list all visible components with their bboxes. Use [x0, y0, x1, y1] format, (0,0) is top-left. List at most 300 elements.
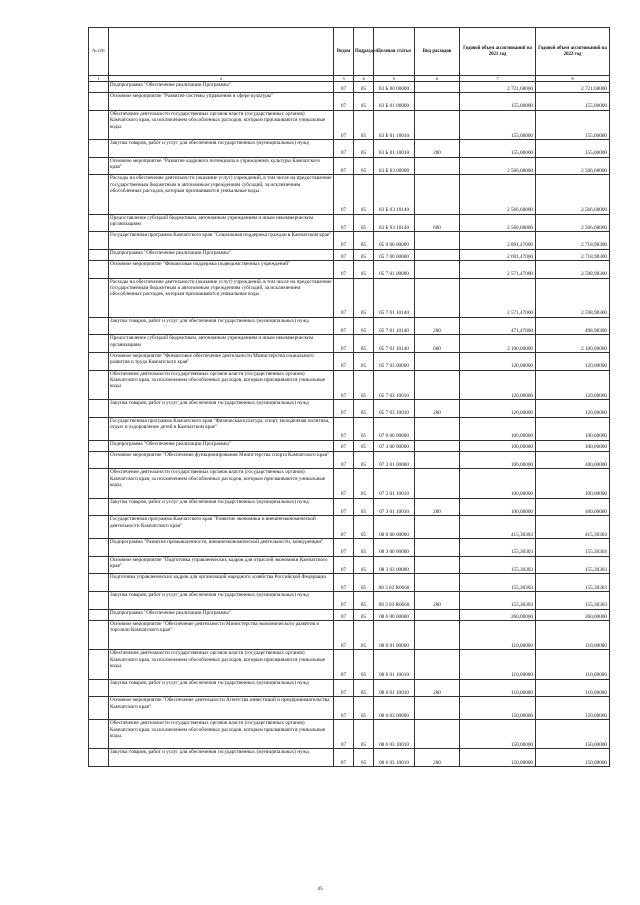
header-ved: Ведом — [334, 28, 354, 76]
row-amount-2021: 2 571,47000 — [460, 278, 536, 317]
row-razdel: 05 — [354, 278, 374, 317]
row-expense-type — [415, 353, 460, 371]
row-number — [89, 335, 109, 353]
row-razdel: 05 — [354, 451, 374, 469]
row-ved: 07 — [334, 679, 354, 697]
row-razdel: 05 — [354, 469, 374, 498]
row-name: Закупка товаров, работ и услуг для обеспечения государственных (муниципальных) нужд — [109, 679, 334, 697]
row-name: Основное мероприятие "Финансовое обеспечение деятельности Министерства социального развития и труда Камчатского края" — [109, 353, 334, 371]
row-razdel: 05 — [354, 370, 374, 399]
row-expense-type — [415, 110, 460, 139]
row-ved: 07 — [334, 175, 354, 214]
table-row — [89, 720, 610, 749]
row-target-article: 08 3 03 R0660 — [374, 574, 415, 592]
row-number — [89, 232, 109, 250]
row-name: Расходы на обеспечение деятельности (оказание услуг) учреждений, в том числе на предоставление государственным бюджетным и автономным учреждениям субсидий, за исключением обособленных расходов, которым присваиваются уникальные коды — [109, 175, 334, 214]
row-ved: 07 — [334, 232, 354, 250]
row-amount-2021: 155,00000 — [460, 110, 536, 139]
row-amount-2022: 2 598,98300 — [536, 278, 610, 317]
row-name: Расходы на обеспечение деятельности (оказание услуг) учреждений, в том числе на предоставление государственным бюджетным и автономным учреждениям субсидий, за исключением обособленных расходов, которым присваиваются уникальные коды — [109, 278, 334, 317]
row-razdel: 05 — [354, 93, 374, 111]
header-year-2021: Годовой объем ассигнований на 2021 год — [460, 28, 536, 76]
header-year-2022: Годовой объем ассигнований на 2022 год — [536, 28, 610, 76]
header-expense-type: Вид расходов — [415, 28, 460, 76]
row-name: Обеспечение деятельности государственных органов власти (государственных органов) Камчатского края, за исключением обособленных расходов, которым присваиваются уникальные коды — [109, 370, 334, 399]
table-row — [89, 539, 610, 557]
row-number — [89, 516, 109, 539]
row-target-article: 03 Б 01 00000 — [374, 93, 415, 111]
row-ved: 07 — [334, 140, 354, 158]
row-amount-2022: 2 721,68000 — [536, 82, 610, 93]
row-name: Государственная программа Камчатского края "Развитие экономики и внешнеэкономической деятельности Камчатского края" — [109, 516, 334, 539]
table-row — [89, 516, 610, 539]
row-expense-type — [415, 556, 460, 574]
row-amount-2021: 100,00000 — [460, 469, 536, 498]
row-target-article: 03 Б 03 10140 — [374, 175, 415, 214]
table-row — [89, 214, 610, 232]
header-name — [109, 28, 334, 76]
row-amount-2021: 155,30303 — [460, 592, 536, 610]
row-target-article: 05 7 03 10010 — [374, 370, 415, 399]
row-amount-2021: 415,30303 — [460, 516, 536, 539]
row-ved: 07 — [334, 93, 354, 111]
row-amount-2021: 100,00000 — [460, 417, 536, 440]
page-number: 45 — [317, 886, 323, 892]
row-razdel: 05 — [354, 261, 374, 279]
row-expense-type — [415, 370, 460, 399]
row-amount-2021: 2 891,47000 — [460, 232, 536, 250]
row-target-article: 08 6 03 00000 — [374, 697, 415, 720]
row-name: Подпрограмма "Обеспечение реализации Программы" — [109, 440, 334, 451]
row-number — [89, 539, 109, 557]
row-amount-2021: 155,00000 — [460, 93, 536, 111]
row-target-article: 08 3 03 00000 — [374, 556, 415, 574]
table-row — [89, 232, 610, 250]
row-razdel: 05 — [354, 140, 374, 158]
budget-table-page — [88, 27, 609, 767]
row-ved: 07 — [334, 261, 354, 279]
row-amount-2022: 155,30303 — [536, 574, 610, 592]
row-amount-2022: 2 566,68000 — [536, 175, 610, 214]
row-expense-type — [415, 157, 460, 175]
row-ved: 07 — [334, 650, 354, 679]
col-number: 2 — [109, 76, 334, 82]
row-target-article: 05 7 01 10140 — [374, 317, 415, 335]
row-amount-2021: 100,00000 — [460, 451, 536, 469]
table-row — [89, 469, 610, 498]
row-expense-type — [415, 232, 460, 250]
row-number — [89, 82, 109, 93]
row-expense-type — [415, 451, 460, 469]
row-ved: 07 — [334, 556, 354, 574]
row-expense-type — [415, 278, 460, 317]
row-target-article: 03 Б 03 10140 — [374, 214, 415, 232]
row-number — [89, 620, 109, 649]
table-row — [89, 157, 610, 175]
col-number: 4 — [354, 76, 374, 82]
row-razdel: 05 — [354, 679, 374, 697]
row-target-article: 03 Б 01 10010 — [374, 140, 415, 158]
row-name: Основное мероприятие "Обеспечение деятельности Агентства инвестиций и предпринимательства Камчатского края" — [109, 697, 334, 720]
row-ved: 07 — [334, 451, 354, 469]
col-number: 5 — [374, 76, 415, 82]
row-ved: 07 — [334, 157, 354, 175]
table-row — [89, 574, 610, 592]
row-amount-2021: 2 100,00000 — [460, 335, 536, 353]
table-row — [89, 93, 610, 111]
row-razdel: 05 — [354, 214, 374, 232]
row-number — [89, 417, 109, 440]
row-amount-2022: 150,00000 — [536, 749, 610, 767]
row-razdel: 05 — [354, 399, 374, 417]
row-razdel: 05 — [354, 498, 374, 516]
table-row — [89, 697, 610, 720]
row-expense-type — [415, 609, 460, 620]
row-amount-2022: 155,00000 — [536, 93, 610, 111]
row-name: Подпрограмма "Обеспечение реализации Программы" — [109, 609, 334, 620]
row-number — [89, 317, 109, 335]
row-number — [89, 749, 109, 767]
row-expense-type — [415, 417, 460, 440]
col-number: 6 — [415, 76, 460, 82]
row-ved: 07 — [334, 249, 354, 260]
row-amount-2022: 260,00000 — [536, 609, 610, 620]
row-ved: 07 — [334, 498, 354, 516]
row-target-article: 07 3 01 10010 — [374, 469, 415, 498]
row-number — [89, 399, 109, 417]
row-number — [89, 556, 109, 574]
row-ved: 07 — [334, 417, 354, 440]
row-expense-type — [415, 620, 460, 649]
row-razdel: 05 — [354, 175, 374, 214]
row-number — [89, 214, 109, 232]
row-amount-2022: 100,00000 — [536, 469, 610, 498]
row-number — [89, 249, 109, 260]
row-target-article: 05 7 01 10140 — [374, 278, 415, 317]
row-ved: 07 — [334, 353, 354, 371]
table-row — [89, 399, 610, 417]
row-amount-2022: 120,00000 — [536, 370, 610, 399]
row-name: Подпрограмма "Развитие промышленности, внешнеэкономической деятельности, конкуренции" — [109, 539, 334, 557]
table-row — [89, 82, 610, 93]
row-amount-2022: 120,00000 — [536, 353, 610, 371]
table-row — [89, 451, 610, 469]
row-target-article: 05 7 01 00000 — [374, 261, 415, 279]
header-razdel: Подраздел — [354, 28, 374, 76]
row-ved: 07 — [334, 609, 354, 620]
table-body — [89, 82, 610, 767]
row-razdel: 05 — [354, 720, 374, 749]
row-expense-type: 200 — [415, 317, 460, 335]
row-ved: 07 — [334, 278, 354, 317]
row-name: Основное мероприятие "Развитие кадрового потенциала в учреждениях культуры Камчатского края" — [109, 157, 334, 175]
row-number — [89, 469, 109, 498]
row-ved: 07 — [334, 516, 354, 539]
row-amount-2022: 2 718,98300 — [536, 249, 610, 260]
row-target-article: 08 3 03 R0660 — [374, 592, 415, 610]
row-razdel: 05 — [354, 232, 374, 250]
row-name: Закупка товаров, работ и услуг для обеспечения государственных (муниципальных) нужд — [109, 317, 334, 335]
header-row — [89, 28, 610, 76]
row-razdel: 05 — [354, 609, 374, 620]
row-amount-2022: 155,30303 — [536, 556, 610, 574]
row-amount-2021: 260,00000 — [460, 609, 536, 620]
row-amount-2021: 150,00000 — [460, 749, 536, 767]
row-expense-type — [415, 249, 460, 260]
row-name: Закупка товаров, работ и услуг для обеспечения государственных (муниципальных) нужд — [109, 140, 334, 158]
table-row — [89, 353, 610, 371]
row-amount-2021: 155,30303 — [460, 556, 536, 574]
row-amount-2022: 100,00000 — [536, 417, 610, 440]
row-ved: 07 — [334, 620, 354, 649]
row-ved: 07 — [334, 214, 354, 232]
row-ved: 07 — [334, 749, 354, 767]
row-number — [89, 353, 109, 371]
row-razdel: 05 — [354, 539, 374, 557]
row-expense-type: 200 — [415, 749, 460, 767]
row-amount-2021: 110,00000 — [460, 650, 536, 679]
col-number: 1 — [89, 76, 109, 82]
table-row — [89, 175, 610, 214]
row-amount-2021: 2 566,68000 — [460, 175, 536, 214]
row-amount-2022: 110,00000 — [536, 620, 610, 649]
row-target-article: 05 0 00 00000 — [374, 232, 415, 250]
row-name: Закупка товаров, работ и услуг для обеспечения государственных (муниципальных) нужд — [109, 498, 334, 516]
row-razdel: 05 — [354, 157, 374, 175]
row-number — [89, 157, 109, 175]
row-number — [89, 93, 109, 111]
row-expense-type: 200 — [415, 399, 460, 417]
row-razdel: 05 — [354, 353, 374, 371]
row-amount-2021: 2 691,47000 — [460, 249, 536, 260]
row-razdel: 05 — [354, 440, 374, 451]
row-number — [89, 679, 109, 697]
header-target-article: Целевая статья — [374, 28, 415, 76]
row-razdel: 05 — [354, 620, 374, 649]
row-number — [89, 110, 109, 139]
row-name: Подготовка управленческих кадров для организаций народного хозяйства Российской Федерации — [109, 574, 334, 592]
row-ved: 07 — [334, 697, 354, 720]
row-number — [89, 278, 109, 317]
row-razdel: 05 — [354, 574, 374, 592]
row-razdel: 05 — [354, 592, 374, 610]
row-name: Закупка товаров, работ и услуг для обеспечения государственных (муниципальных) нужд — [109, 749, 334, 767]
row-amount-2021: 150,00000 — [460, 720, 536, 749]
row-target-article: 08 6 01 10010 — [374, 679, 415, 697]
row-expense-type — [415, 574, 460, 592]
table-row — [89, 417, 610, 440]
row-number — [89, 609, 109, 620]
row-target-article: 08 6 03 10010 — [374, 720, 415, 749]
row-name: Обеспечение деятельности государственных органов власти (государственных органов) Камчатского края, за исключением обособленных расходов, которым присваиваются уникальные коды. — [109, 720, 334, 749]
row-amount-2021: 100,00000 — [460, 498, 536, 516]
row-expense-type — [415, 539, 460, 557]
table-row — [89, 679, 610, 697]
row-name: Предоставление субсидий бюджетным, автономным учреждениям и иным некоммерческим организациям — [109, 335, 334, 353]
row-number — [89, 261, 109, 279]
row-number — [89, 574, 109, 592]
row-target-article: 03 Б 01 10010 — [374, 110, 415, 139]
row-amount-2021: 110,00000 — [460, 679, 536, 697]
row-target-article: 03 Б 00 00000 — [374, 82, 415, 93]
row-number — [89, 498, 109, 516]
row-target-article: 05 7 03 10010 — [374, 399, 415, 417]
row-amount-2021: 155,30303 — [460, 574, 536, 592]
row-amount-2022: 155,00000 — [536, 140, 610, 158]
row-target-article: 05 7 01 10140 — [374, 335, 415, 353]
row-amount-2022: 155,30303 — [536, 592, 610, 610]
row-expense-type — [415, 516, 460, 539]
table-row — [89, 140, 610, 158]
row-amount-2022: 150,00000 — [536, 720, 610, 749]
row-ved: 07 — [334, 317, 354, 335]
row-ved: 07 — [334, 574, 354, 592]
row-amount-2021: 155,00000 — [460, 140, 536, 158]
row-razdel: 05 — [354, 556, 374, 574]
row-name: Закупка товаров, работ и услуг для обеспечения государственных (муниципальных) нужд — [109, 592, 334, 610]
row-amount-2022: 100,00000 — [536, 451, 610, 469]
table-row — [89, 440, 610, 451]
row-razdel: 05 — [354, 317, 374, 335]
row-expense-type: 200 — [415, 498, 460, 516]
row-name: Основное мероприятие "Развитие системы управления в сфере культуры" — [109, 93, 334, 111]
row-razdel: 05 — [354, 749, 374, 767]
row-amount-2021: 155,30303 — [460, 539, 536, 557]
row-target-article: 03 Б 03 00000 — [374, 157, 415, 175]
row-razdel: 05 — [354, 249, 374, 260]
row-razdel: 05 — [354, 650, 374, 679]
row-name: Обеспечение деятельности государственных органов власти (государственных органов) Камчатского края, за исключением обособленных расходов, которым присваиваются уникальные коды. — [109, 469, 334, 498]
row-number — [89, 720, 109, 749]
row-expense-type: 200 — [415, 140, 460, 158]
row-amount-2021: 2 571,47000 — [460, 261, 536, 279]
row-expense-type: 200 — [415, 592, 460, 610]
row-number — [89, 140, 109, 158]
row-target-article: 08 0 00 00000 — [374, 516, 415, 539]
row-expense-type — [415, 261, 460, 279]
row-amount-2021: 120,00000 — [460, 370, 536, 399]
row-target-article: 07 3 01 10010 — [374, 498, 415, 516]
table-row — [89, 592, 610, 610]
row-amount-2022: 110,00000 — [536, 679, 610, 697]
row-name: Подпрограмма "Обеспечение реализации Программы" — [109, 82, 334, 93]
row-expense-type: 200 — [415, 679, 460, 697]
row-target-article: 05 7 03 00000 — [374, 353, 415, 371]
row-name: Обеспечение деятельности государственных органов власти (государственных органов) Камчатского края, за исключением обособленных расходов, которым присваиваются уникальные коды. — [109, 650, 334, 679]
row-target-article: 08 6 03 10010 — [374, 749, 415, 767]
row-ved: 07 — [334, 399, 354, 417]
row-ved: 07 — [334, 440, 354, 451]
row-expense-type — [415, 697, 460, 720]
row-amount-2022: 120,00000 — [536, 399, 610, 417]
table-row — [89, 620, 610, 649]
row-amount-2022: 2 566,68000 — [536, 214, 610, 232]
row-amount-2022: 155,00000 — [536, 110, 610, 139]
row-amount-2022: 2 100,00000 — [536, 335, 610, 353]
table-row — [89, 498, 610, 516]
row-amount-2022: 415,30303 — [536, 516, 610, 539]
row-number — [89, 650, 109, 679]
row-target-article: 07 3 00 00000 — [374, 440, 415, 451]
row-ved: 07 — [334, 539, 354, 557]
row-amount-2022: 150,00000 — [536, 697, 610, 720]
row-name: Государственная программа Камчатского края "Социальная поддержка граждан в Камчатском крае" — [109, 232, 334, 250]
row-name: Обеспечение деятельности государственных органов власти (государственных органов) Камчатского края, за исключением обособленных расходов, которым присваиваются уникальные коды. — [109, 110, 334, 139]
row-number — [89, 370, 109, 399]
row-razdel: 05 — [354, 82, 374, 93]
row-amount-2021: 100,00000 — [460, 440, 536, 451]
row-target-article: 08 6 01 10010 — [374, 650, 415, 679]
row-amount-2022: 2 598,98300 — [536, 261, 610, 279]
row-name: Государственная программа Камчатского края "Физическая культура, спорт, молодежная политика, отдых и оздоровление детей в Камчатском крае" — [109, 417, 334, 440]
row-expense-type — [415, 720, 460, 749]
row-number — [89, 440, 109, 451]
row-target-article: 08 6 01 00000 — [374, 620, 415, 649]
row-amount-2021: 120,00000 — [460, 353, 536, 371]
row-target-article: 07 0 00 00000 — [374, 417, 415, 440]
header-number: № п/п — [89, 28, 109, 76]
table-row — [89, 556, 610, 574]
row-amount-2021: 110,00000 — [460, 620, 536, 649]
row-expense-type — [415, 440, 460, 451]
row-ved: 07 — [334, 110, 354, 139]
table-row — [89, 749, 610, 767]
row-ved: 07 — [334, 370, 354, 399]
row-ved: 07 — [334, 335, 354, 353]
row-name: Основное мероприятие "Финансовая поддержка подведомственных учреждений" — [109, 261, 334, 279]
col-number: 3 — [334, 76, 354, 82]
row-expense-type: 600 — [415, 214, 460, 232]
row-ved: 07 — [334, 592, 354, 610]
row-amount-2022: 2 718,98300 — [536, 232, 610, 250]
row-target-article: 05 7 00 00000 — [374, 249, 415, 260]
budget-table — [88, 27, 610, 767]
row-expense-type: 600 — [415, 335, 460, 353]
row-razdel: 05 — [354, 516, 374, 539]
row-target-article: 08 6 00 00000 — [374, 609, 415, 620]
row-amount-2022: 155,30303 — [536, 539, 610, 557]
row-number — [89, 175, 109, 214]
row-expense-type — [415, 469, 460, 498]
row-name: Предоставление субсидий бюджетным, автономным учреждениям и иным некоммерческим организациям — [109, 214, 334, 232]
row-razdel: 05 — [354, 417, 374, 440]
row-ved: 07 — [334, 82, 354, 93]
row-razdel: 05 — [354, 697, 374, 720]
row-ved: 07 — [334, 720, 354, 749]
row-ved: 07 — [334, 469, 354, 498]
row-amount-2022: 100,00000 — [536, 498, 610, 516]
row-expense-type — [415, 93, 460, 111]
col-number: 8 — [536, 76, 610, 82]
row-amount-2021: 2 721,68000 — [460, 82, 536, 93]
table-row — [89, 249, 610, 260]
row-amount-2021: 2 566,68000 — [460, 157, 536, 175]
row-number — [89, 451, 109, 469]
row-amount-2021: 2 566,68000 — [460, 214, 536, 232]
row-name: Основное мероприятие "Обеспечение деятельности Министерства экономического развития и торговли Камчатского края" — [109, 620, 334, 649]
row-expense-type — [415, 650, 460, 679]
row-amount-2021: 471,47000 — [460, 317, 536, 335]
row-amount-2022: 100,00000 — [536, 440, 610, 451]
table-row — [89, 110, 610, 139]
table-row — [89, 278, 610, 317]
table-row — [89, 650, 610, 679]
row-amount-2022: 2 566,68000 — [536, 157, 610, 175]
row-razdel: 05 — [354, 110, 374, 139]
table-row — [89, 261, 610, 279]
row-name: Основное мероприятие "Обеспечение функционирования Министерства спорта Камчатского края" — [109, 451, 334, 469]
row-amount-2022: 498,98300 — [536, 317, 610, 335]
